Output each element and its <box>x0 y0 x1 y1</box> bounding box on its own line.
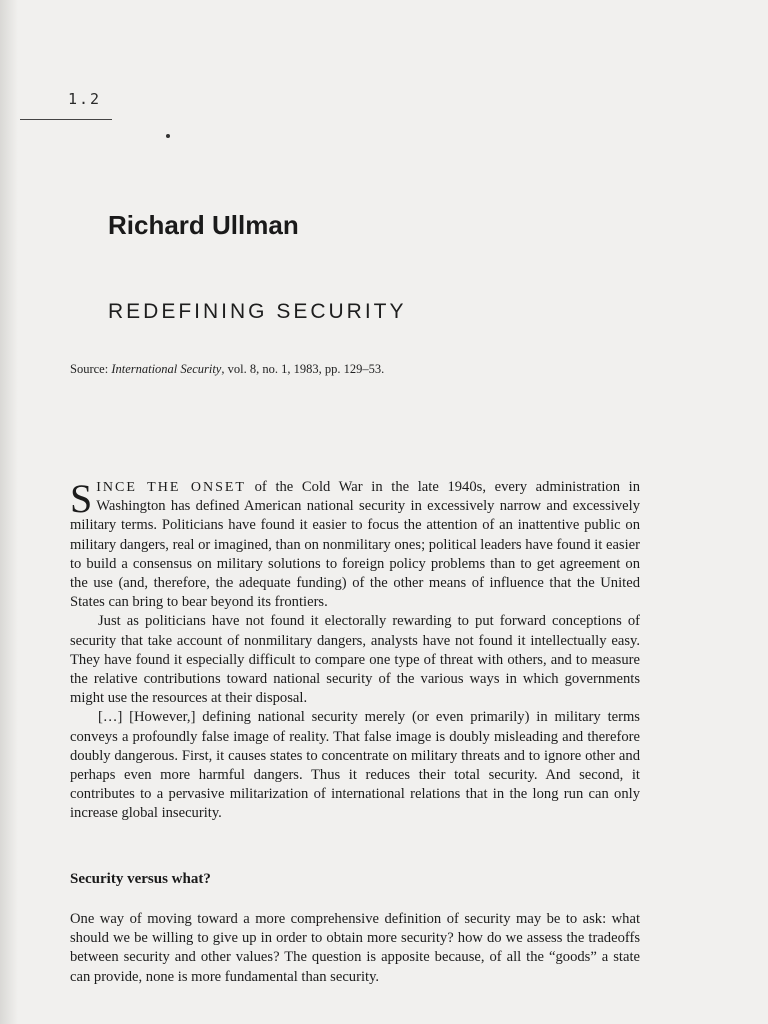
chapter-number: 1.2 <box>68 90 102 108</box>
chapter-title: REDEFINING SECURITY <box>108 300 407 323</box>
drop-cap: S <box>70 476 93 521</box>
chapter-rule <box>20 119 112 120</box>
lead-in: INCE THE ONSET <box>96 480 246 495</box>
source-citation <box>70 362 384 377</box>
paragraph-1 <box>70 478 640 612</box>
paragraph-2: Just as politicians have not found it electorally rewarding to put forward conceptions of security that take account of nonmilitary dangers, analysts have not found it intellectually easy. They have found it especially difficult to compare one type of threat with others, and to measure the relative contributions toward national security of the various ways in which governments might use the resources at their disposal. <box>70 613 640 707</box>
paragraph-3: […] [However,] defining national security merely (or even primarily) in military terms conveys a profoundly false image of reality. That false image is doubly misleading and therefore doubly dangerous. First, it causes states to concentrate on military threats and to ignore other and perhaps even more harmful dangers. Thus it reduces their total security. And second, it contributes to a pervasive militarization of international relations that in the long run can only increase global insecurity. <box>70 709 640 822</box>
section-heading: Security versus what? <box>70 871 211 887</box>
section-paragraph: One way of moving toward a more comprehensive definition of security may be to ask: what should we be willing to give up in order to obtain more security? how do we assess the tradeoffs between security and other values? The question is apposite because, of all the “goods” a state can provide, none is more fundamental than security. <box>70 911 640 985</box>
source-journal: International Security <box>111 362 222 376</box>
source-details: , vol. 8, no. 1, 1983, pp. 129–53. <box>221 362 385 376</box>
source-prefix: Source: <box>70 362 112 376</box>
decorative-dot <box>166 134 170 138</box>
author-name: Richard Ullman <box>108 210 299 240</box>
paragraph-1-text: of the Cold War in the late 1940s, every administration in Washington has defined American national security in excessively narrow and excessively military terms. Politicians have found it easier to focus the attention of an inattentive public on military dangers, real or imagined, than on nonmilitary ones; political leaders have found it easier to build a consensus on military solutions to foreign policy problems than to get agreement on the use (and, therefore, the adequate funding) of the other means of influence that the United States can bring to bear beyond its frontiers. <box>70 479 640 611</box>
page-gutter-shadow <box>0 0 18 1024</box>
body-text <box>70 478 640 824</box>
section-body <box>70 910 640 987</box>
